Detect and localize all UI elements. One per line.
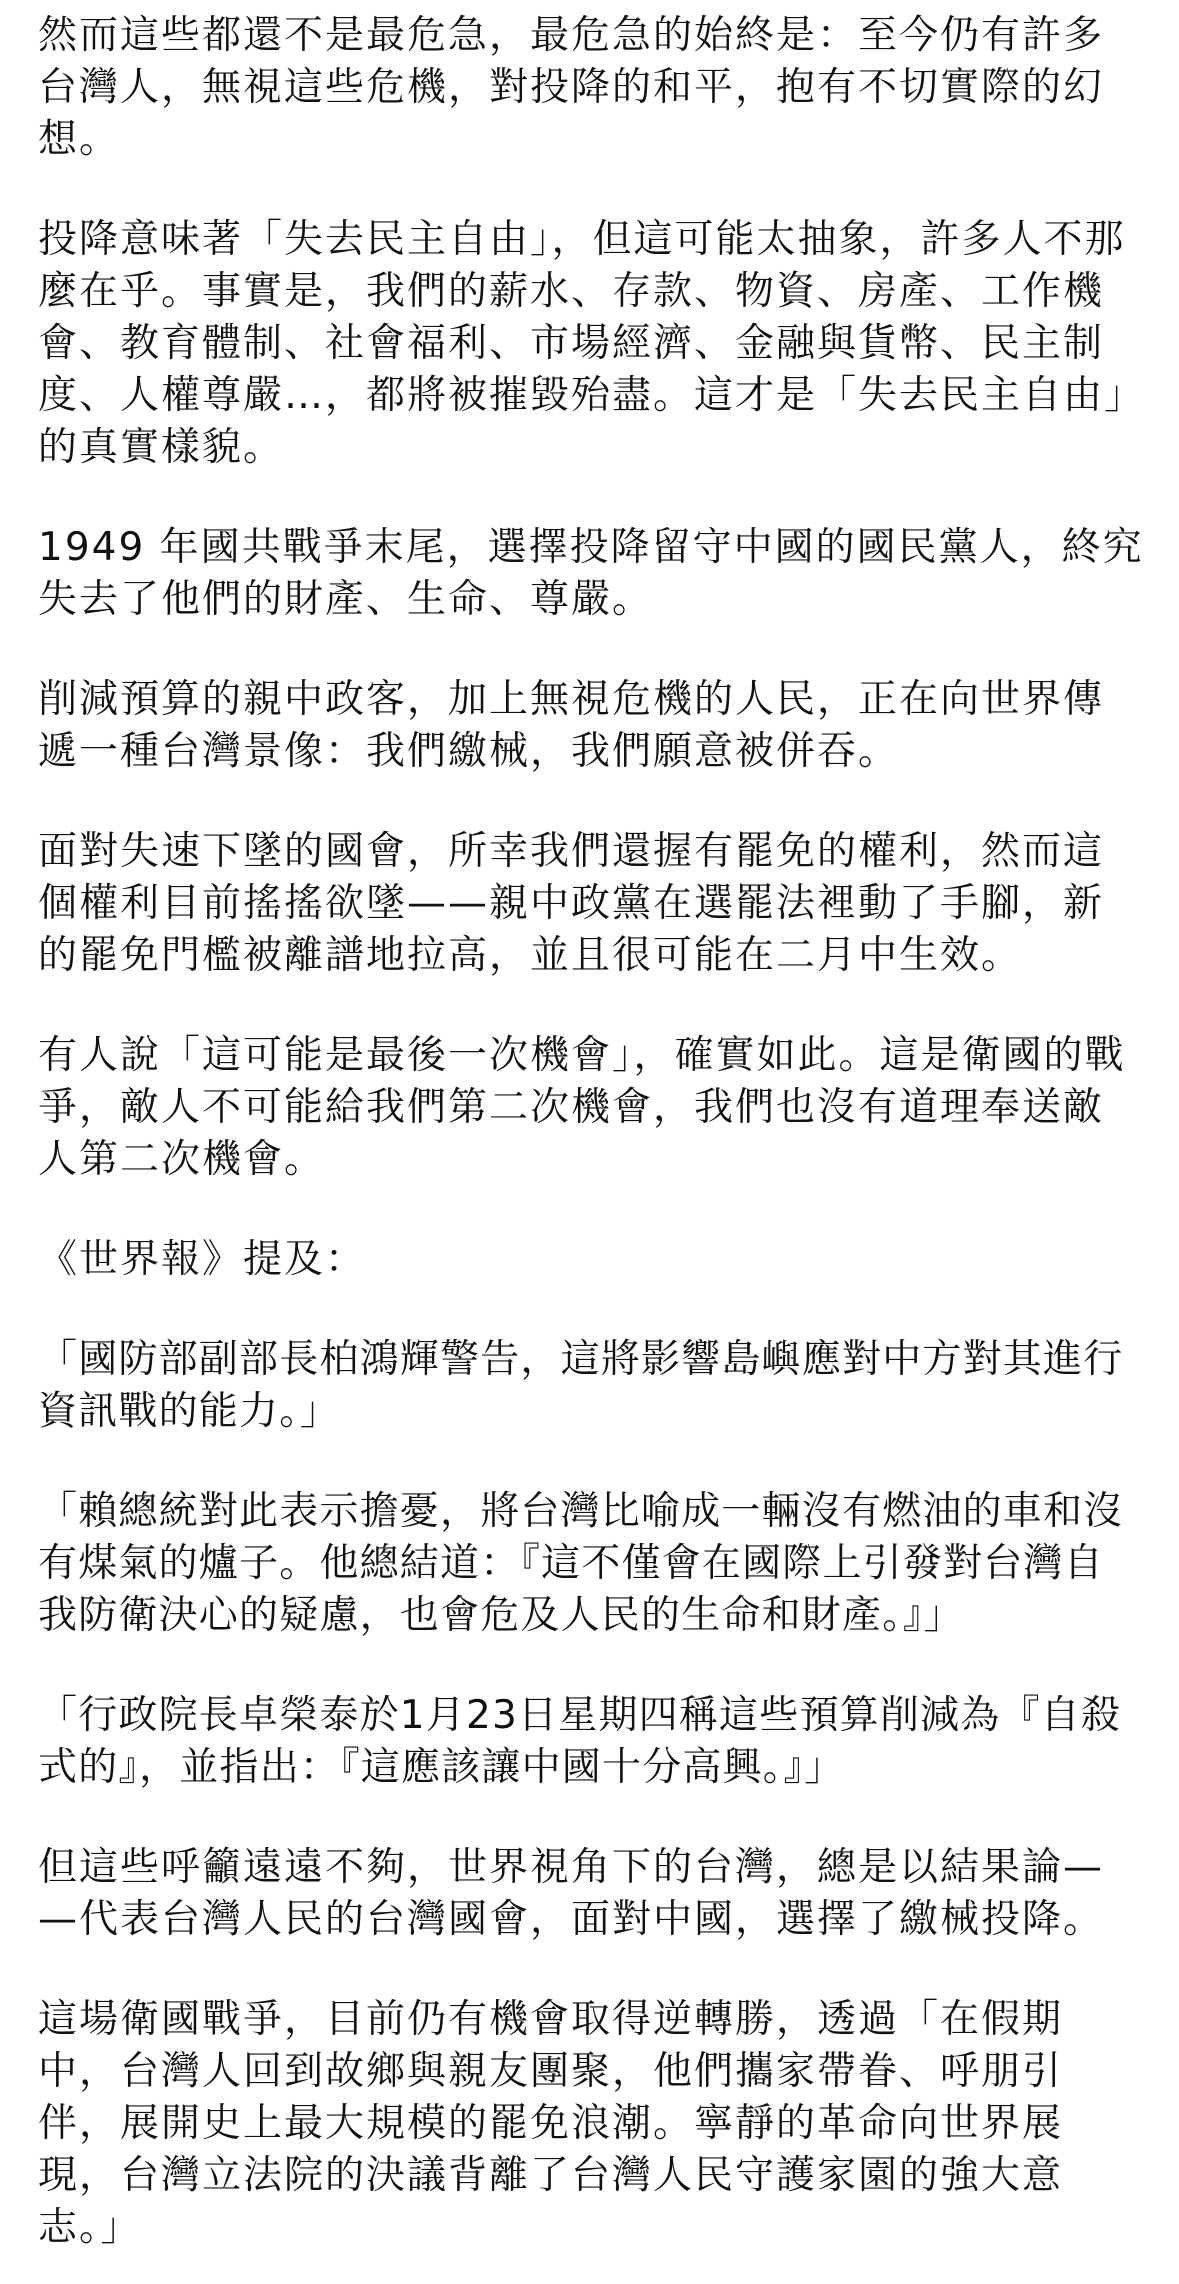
- paragraph-budget-cut: 削減預算的親中政客，加上無視危機的人民，正在向世界傳 遞一種台灣景像：我們繳械，我們願意被併吞。: [38, 677, 1105, 774]
- paragraph-not-enough: 但這些呼籲遠遠不夠，世界視角下的台灣，總是以結果論— —代表台灣人民的台灣國會，面對中國，選擇了繳械投降。: [38, 1845, 1105, 1942]
- paragraph-1949-history: 1949 年國共戰爭末尾，選擇投降留守中國的國民黨人，終究 失去了他們的財產、生命、尊嚴。: [38, 525, 1144, 622]
- paragraph-surrender-meaning: 投降意味著「失去民主自由」，但這可能太抽象，許多人不那 麼在乎。事實是，我們的薪水、存款、物資、房產、工作機 會、教育體制、社會福利、市場經濟、金融與貨幣、民主制 度、人權尊嚴…，都將被摧毀殆盡。這才是「失去民主自由」 的真實樣貌。: [38, 217, 1146, 470]
- quote-defense-vice-minister: 「國防部副部長柏鴻輝警告，這將影響島嶼應對中方對其進行 資訊戰的能力。」: [38, 1337, 1124, 1434]
- quote-premier-cho: 「行政院長卓榮泰於1月23日星期四稱這些預算削減為『自殺 式的』，並指出：『這應該讓中國十分高興。』」: [38, 1693, 1122, 1790]
- paragraph-reversal: 這場衛國戰爭，目前仍有機會取得逆轉勝，透過「在假期 中，台灣人回到故鄉與親友團聚，他們攜家帶眷、呼朋引 伴，展開史上最大規模的罷免浪潮。寧靜的革命向世界展 現，台灣立法院的決議背離了台灣人民守護家園的強大意 志。」: [38, 1997, 1064, 2250]
- paragraph-last-chance: 有人說「這可能是最後一次機會」，確實如此。這是衛國的戰 爭，敵人不可能給我們第二次機會，我們也沒有道理奉送敵 人第二次機會。: [38, 1033, 1126, 1182]
- paragraph-crisis: 然而這些都還不是最危急，最危急的始終是：至今仍有許多 台灣人，無視這些危機，對投降的和平，抱有不切實際的幻 想。: [38, 13, 1105, 162]
- paragraph-le-monde-intro: 《世界報》提及：: [38, 1237, 367, 1282]
- paragraph-recall-right: 面對失速下墜的國會，所幸我們還握有罷免的權利，然而這 個權利目前搖搖欲墜——親中政黨在選罷法裡動了手腳，新 的罷免門檻被離譜地拉高，並且很可能在二月中生效。: [38, 829, 1105, 978]
- quote-president-lai: 「賴總統對此表示擔憂，將台灣比喻成一輛沒有燃油的車和沒 有煤氣的爐子。他總結道：『這不僅會在國際上引發對台灣自 我防衛決心的疑慮，也會危及人民的生命和財產。』」: [38, 1489, 1124, 1638]
